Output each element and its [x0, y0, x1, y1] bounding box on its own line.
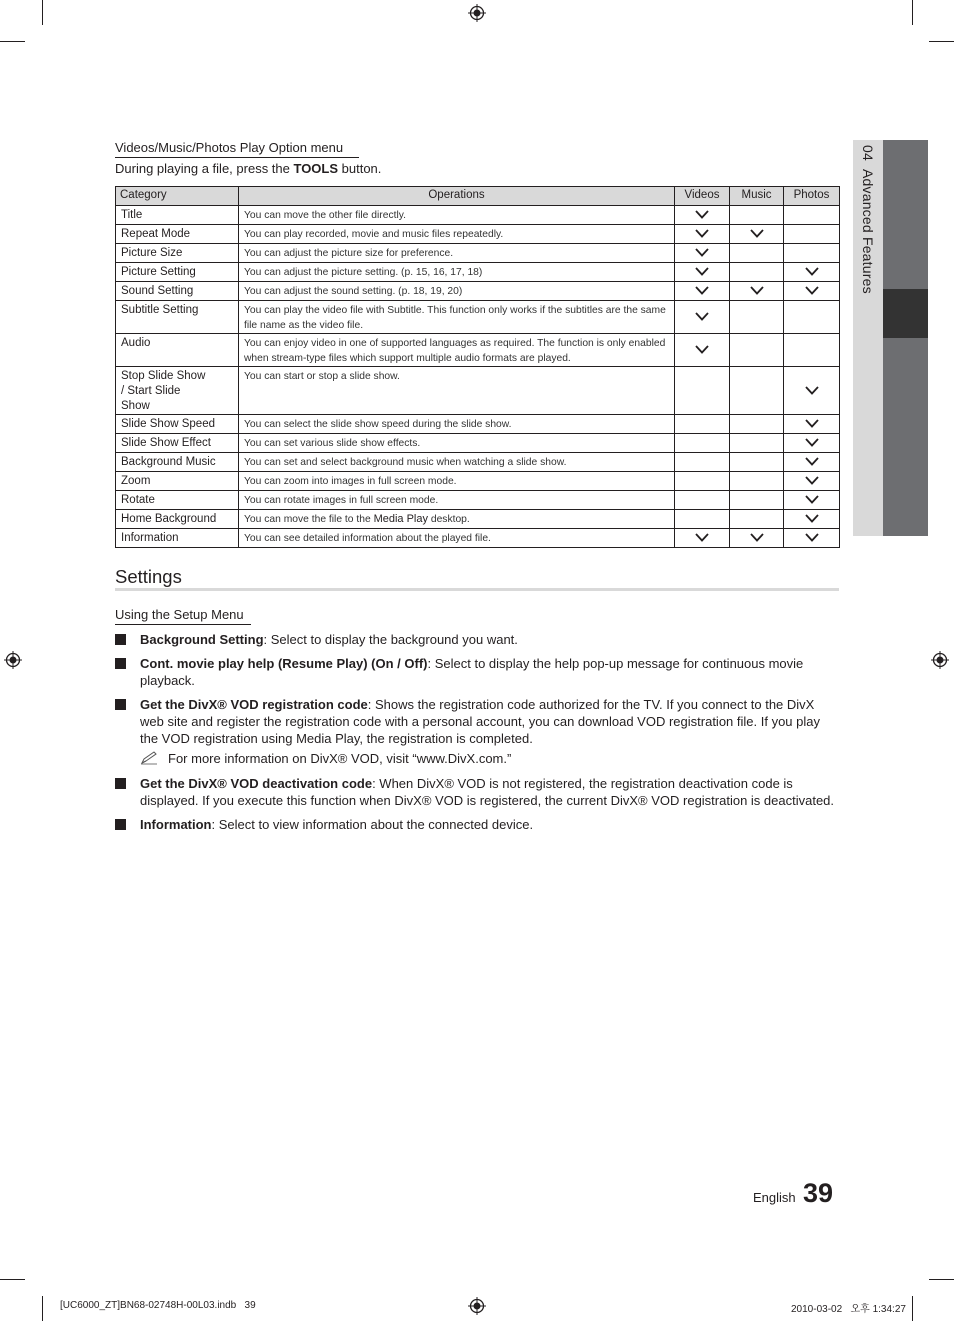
play-option-table: [115, 186, 840, 548]
item-name: Get the DivX® VOD deactivation code: [140, 776, 373, 791]
row-operation: You can adjust the picture setting. (p. 15, 16, 17, 18): [239, 263, 675, 282]
music-cell: [730, 225, 784, 244]
bullet-square-icon: [115, 699, 126, 710]
check-mark-icon: [750, 286, 764, 295]
row-operation: You can adjust the sound setting. (p. 18, 19, 20): [239, 282, 675, 301]
music-cell: [730, 367, 784, 415]
photos-cell: [784, 301, 840, 334]
table-row: [116, 244, 840, 263]
music-cell: [730, 472, 784, 491]
videos-cell: [675, 434, 730, 453]
item-name: Information: [140, 817, 212, 832]
row-category: Picture Setting: [116, 263, 239, 282]
table-row: [116, 301, 840, 334]
intro-text-end: button.: [338, 161, 382, 176]
footer-language: English: [753, 1190, 796, 1205]
row-category: Zoom: [116, 472, 239, 491]
photos-cell: [784, 334, 840, 367]
row-category: Sound Setting: [116, 282, 239, 301]
row-category: Background Music: [116, 453, 239, 472]
check-mark-icon: [805, 514, 819, 523]
check-mark-icon: [695, 210, 709, 219]
music-cell: [730, 415, 784, 434]
music-cell: [730, 529, 784, 548]
row-category: Home Background: [116, 510, 239, 529]
operation-text: You can move the file to the: [244, 514, 374, 525]
photos-cell: [784, 529, 840, 548]
check-mark-icon: [695, 312, 709, 321]
row-operation: You can rotate images in full screen mode.: [239, 491, 675, 510]
crop-mark: [0, 1279, 25, 1280]
crop-mark: [929, 41, 954, 42]
music-cell: [730, 434, 784, 453]
check-mark-icon: [805, 457, 819, 466]
table-row: [116, 529, 840, 548]
row-operation: You can start or stop a slide show.: [239, 367, 675, 415]
check-mark-icon: [805, 419, 819, 428]
play-option-intro: [115, 161, 381, 176]
photos-cell: [784, 225, 840, 244]
header-photos: Photos: [784, 187, 840, 206]
table-row: [116, 510, 840, 529]
title-underline: [115, 157, 359, 158]
check-mark-icon: [805, 386, 819, 395]
page-number: 39: [803, 1178, 834, 1208]
table-row: [116, 367, 840, 415]
crop-mark: [912, 0, 913, 25]
videos-cell: [675, 453, 730, 472]
videos-cell: [675, 301, 730, 334]
row-category: Repeat Mode: [116, 225, 239, 244]
check-mark-icon: [805, 476, 819, 485]
row-category: Stop Slide Show / Start Slide Show: [116, 367, 239, 415]
check-mark-icon: [750, 229, 764, 238]
settings-item: [140, 775, 839, 809]
check-mark-icon: [805, 495, 819, 504]
settings-item: [140, 631, 839, 648]
slug-filename: [UC6000_ZT]BN68-02748H-00L03.indb 39: [60, 1300, 256, 1311]
chapter-title: Advanced Features: [860, 168, 876, 294]
row-operation: You can enjoy video in one of supported languages as required. The function is only enabled when stream-type files which support multiple audio formats are played.: [239, 334, 675, 367]
photos-cell: [784, 282, 840, 301]
item-description: : Select to display the help pop-up message for continuous movie playback.: [140, 656, 804, 688]
settings-item: [140, 816, 839, 833]
slug-date: 2010-03-02 오후 1:34:27: [791, 1304, 906, 1315]
registration-mark-icon: [468, 4, 486, 22]
setup-menu-subtitle: Using the Setup Menu: [115, 607, 244, 622]
row-operation: You can set and select background music when watching a slide show.: [239, 453, 675, 472]
registration-mark-icon: [468, 1297, 486, 1315]
check-mark-icon: [695, 533, 709, 542]
music-cell: [730, 334, 784, 367]
row-operation: You can select the slide show speed during the slide show.: [239, 415, 675, 434]
divx-note: [140, 750, 511, 767]
row-operation: [239, 510, 675, 529]
table-row: [116, 206, 840, 225]
videos-cell: [675, 334, 730, 367]
item-description: : Select to view information about the connected device.: [211, 817, 534, 832]
music-cell: [730, 491, 784, 510]
videos-cell: [675, 244, 730, 263]
item-description: : Select to display the background you want.: [263, 632, 518, 647]
music-cell: [730, 263, 784, 282]
bullet-square-icon: [115, 658, 126, 669]
subtitle-underline: [115, 624, 251, 625]
photos-cell: [784, 491, 840, 510]
chapter-tab-label: [860, 145, 876, 302]
photos-cell: [784, 367, 840, 415]
music-cell: [730, 453, 784, 472]
check-mark-icon: [695, 345, 709, 354]
videos-cell: [675, 472, 730, 491]
table-row: [116, 491, 840, 510]
row-operation: You can adjust the picture size for preference.: [239, 244, 675, 263]
check-mark-icon: [805, 267, 819, 276]
videos-cell: [675, 510, 730, 529]
chapter-tab-active-marker: [883, 289, 928, 338]
photos-cell: [784, 453, 840, 472]
check-mark-icon: [805, 286, 819, 295]
row-category: Information: [116, 529, 239, 548]
row-operation: You can see detailed information about the played file.: [239, 529, 675, 548]
row-category: Slide Show Speed: [116, 415, 239, 434]
videos-cell: [675, 225, 730, 244]
videos-cell: [675, 206, 730, 225]
videos-cell: [675, 282, 730, 301]
settings-heading: Settings: [115, 566, 182, 587]
photos-cell: [784, 263, 840, 282]
music-cell: [730, 301, 784, 334]
table-row: [116, 434, 840, 453]
table-row: [116, 334, 840, 367]
check-mark-icon: [695, 229, 709, 238]
photos-cell: [784, 206, 840, 225]
item-name: Cont. movie play help (Resume Play) (On / Off): [140, 656, 428, 671]
music-cell: [730, 282, 784, 301]
media-play-label: Media Play: [373, 513, 428, 525]
table-row: [116, 472, 840, 491]
item-description: : Shows the registration code authorized for the TV. If you connect to the DivX web site and register the registration code with a personal account, you can download VOD registration file. If you play the VOD registration using Media Play, the registration is completed.: [140, 697, 820, 746]
videos-cell: [675, 415, 730, 434]
note-text: For more information on DivX® VOD, visit “www.DivX.com.”: [168, 751, 512, 766]
check-mark-icon: [750, 533, 764, 542]
bullet-square-icon: [115, 819, 126, 830]
music-cell: [730, 206, 784, 225]
registration-mark-icon: [931, 651, 949, 669]
row-operation: You can move the other file directly.: [239, 206, 675, 225]
tools-button-label: TOOLS: [293, 161, 339, 176]
item-name: Background Setting: [140, 632, 264, 647]
row-operation: You can play the video file with Subtitle. This function only works if the subtitles are the same file name as the video file.: [239, 301, 675, 334]
row-operation: You can set various slide show effects.: [239, 434, 675, 453]
chapter-number: 04: [860, 145, 876, 161]
settings-item: [140, 696, 839, 747]
music-cell: [730, 244, 784, 263]
photos-cell: [784, 244, 840, 263]
check-mark-icon: [695, 248, 709, 257]
row-category: Rotate: [116, 491, 239, 510]
row-category: Title: [116, 206, 239, 225]
bullet-square-icon: [115, 634, 126, 645]
registration-mark-icon: [4, 651, 22, 669]
header-videos: Videos: [675, 187, 730, 206]
play-option-title: Videos/Music/Photos Play Option menu: [115, 140, 344, 155]
crop-mark: [42, 0, 43, 25]
crop-mark: [912, 1296, 913, 1321]
crop-mark: [0, 41, 25, 42]
crop-mark: [42, 1296, 43, 1321]
crop-mark: [929, 1279, 954, 1280]
intro-text: During playing a file, press the: [115, 161, 294, 176]
settings-item: [140, 655, 839, 689]
row-operation: You can zoom into images in full screen mode.: [239, 472, 675, 491]
row-category: Subtitle Setting: [116, 301, 239, 334]
check-mark-icon: [695, 267, 709, 276]
table-row: [116, 282, 840, 301]
operation-text-end: desktop.: [427, 514, 470, 525]
header-music: Music: [730, 187, 784, 206]
videos-cell: [675, 367, 730, 415]
photos-cell: [784, 472, 840, 491]
row-operation: You can play recorded, movie and music files repeatedly.: [239, 225, 675, 244]
header-operations: Operations: [239, 187, 675, 206]
check-mark-icon: [695, 286, 709, 295]
table-row: [116, 415, 840, 434]
check-mark-icon: [805, 438, 819, 447]
item-name: Get the DivX® VOD registration code: [140, 697, 368, 712]
row-category: Slide Show Effect: [116, 434, 239, 453]
check-mark-icon: [805, 533, 819, 542]
table-row: [116, 453, 840, 472]
table-row: [116, 225, 840, 244]
photos-cell: [784, 434, 840, 453]
photos-cell: [784, 510, 840, 529]
music-cell: [730, 510, 784, 529]
row-category: Picture Size: [116, 244, 239, 263]
pencil-note-icon: [140, 751, 158, 765]
videos-cell: [675, 529, 730, 548]
bullet-square-icon: [115, 778, 126, 789]
chapter-tab-strip: [883, 140, 928, 536]
photos-cell: [784, 415, 840, 434]
videos-cell: [675, 263, 730, 282]
settings-rule: [115, 588, 839, 591]
header-category: Category: [116, 187, 239, 206]
item-description: : When DivX® VOD is not registered, the registration deactivation code is displayed. If you execute this function when DivX® VOD is registered, the current DivX® VOD registration is deactivated.: [140, 776, 835, 808]
videos-cell: [675, 491, 730, 510]
row-category: Audio: [116, 334, 239, 367]
table-row: [116, 263, 840, 282]
